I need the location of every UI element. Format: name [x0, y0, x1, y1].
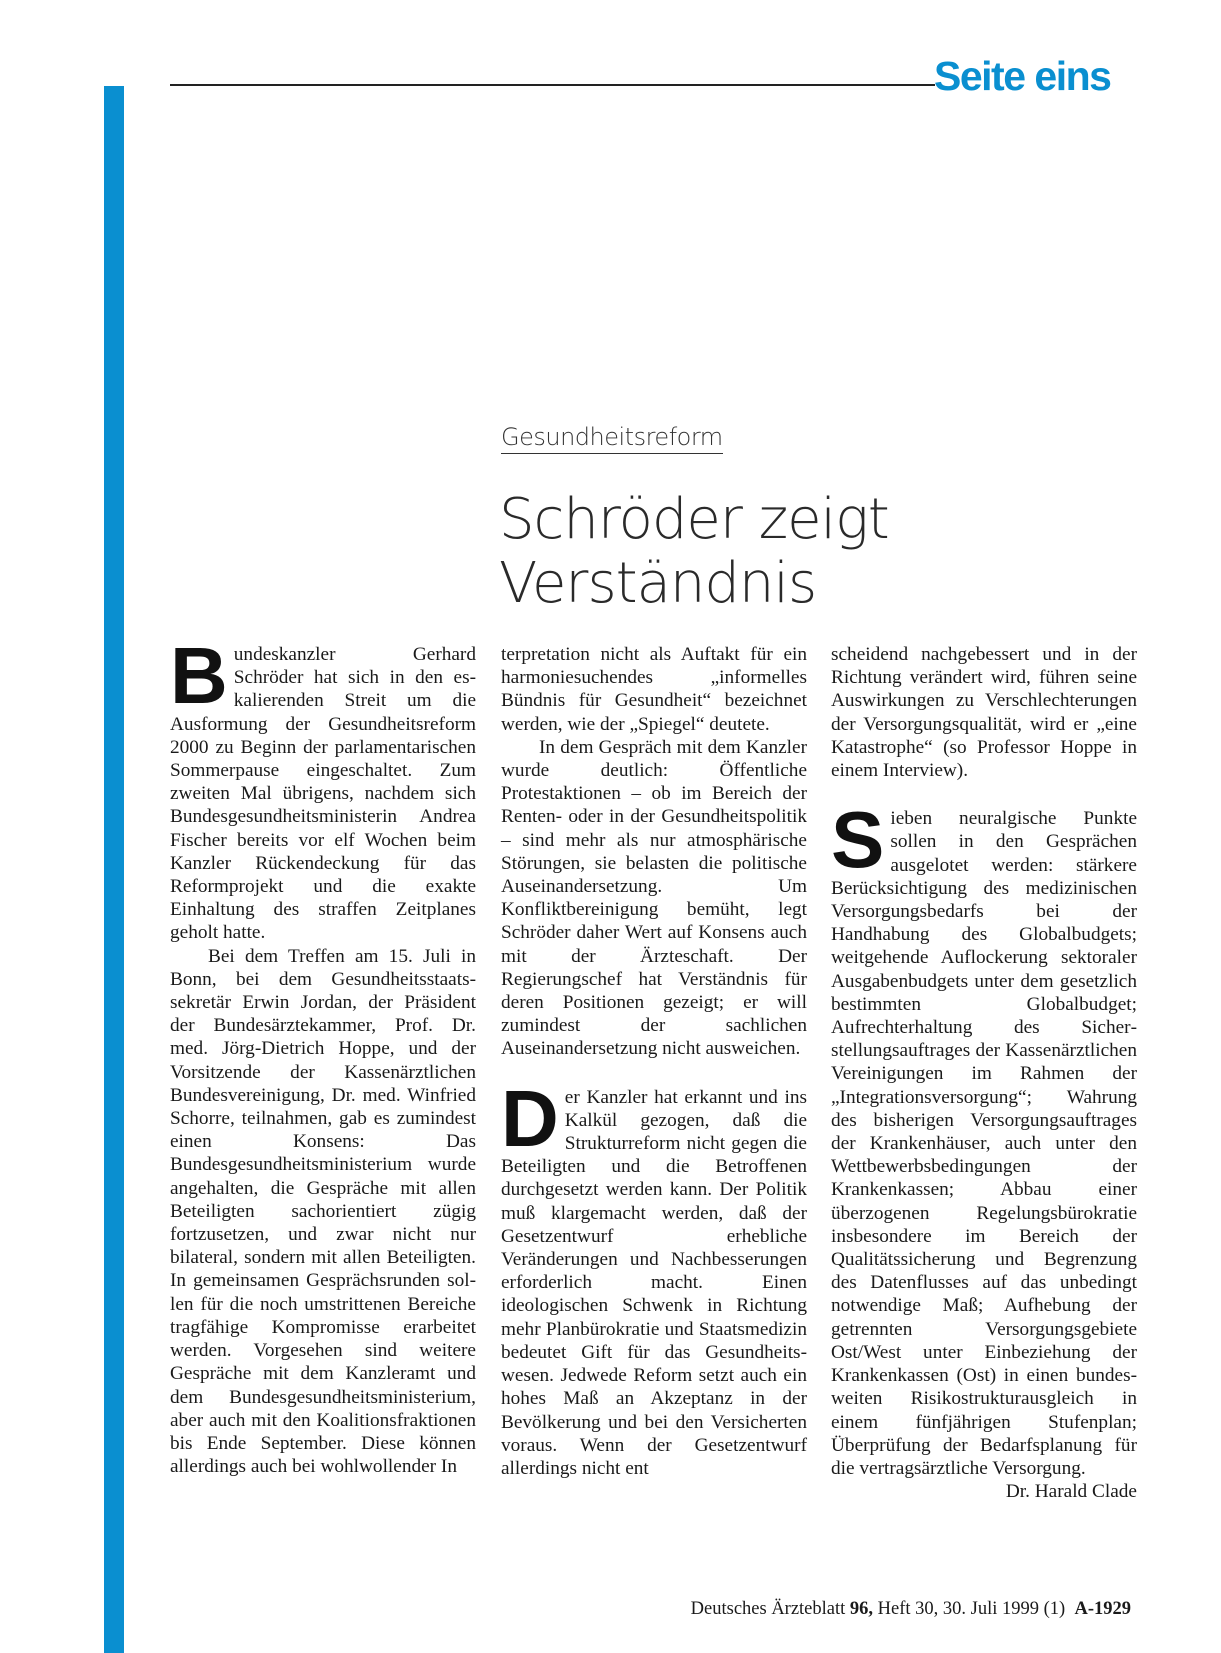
header-rule — [170, 84, 935, 86]
paragraph: In dem Gespräch mit dem Kanzler wurde deutlich: Öffentliche Protestaktionen – ob im Bereich der Renten- oder in der Gesundheitspolitik – sind mehr als nur atmosphärische Störungen, sie belasten die politische Auseinandersetzung. Um Konfliktbereinigung bemüht, legt Schröder daher Wert auf Konsens auch mit der Ärzteschaft. Der Regierungschef hat Verständnis für deren Positionen gezeigt; er will zumindest der sachlichen Auseinandersetzung nicht ausweichen. — [501, 736, 807, 1060]
paragraph: Bei dem Treffen am 15. Juli in Bonn, bei dem Gesundheitsstaatssekretär Erwin Jordan, der Präsident der Bundesärztekammer, Prof. Dr. med. Jörg-Dietrich Hoppe, und der Vorsitzende der Kassenärztlichen Bundesvereinigung, Dr. med. Winfried Schorre, teilnahmen, gab es zumindest einen Konsens: Das Bundesgesundheitsministerium wurde angehalten, die Gespräche mit allen Beteiligten sachorientiert zügig fortzusetzen, und zwar nicht nur bilateral, sondern mit allen Beteiligten. In gemeinsamen Gesprächsrunden sollen für die noch umstrittenen Bereiche tragfähige Kompromisse erarbeitet werden. Vorgesehen sind weitere Gespräche mit dem Kanzleramt und dem Bundesgesundheitsministerium, aber auch mit den Koalitionsfraktionen bis Ende September. Diese können allerdings auch bei wohlwollender In — [170, 945, 476, 1478]
paragraph-text: undeskanzler Gerhard Schröder hat sich in den eskalierenden Streit um die Ausformung der Gesundheitsreform 2000 zu Beginn der parlamentarischen Sommerpause eingeschaltet. Zum zweiten Mal übrigens, nachdem sich Bundesgesundheitsministerin Andrea Fischer bereits vor elf Wochen beim Kanzler Rückendeckung für das Reformprojekt und die exakte Einhaltung des straffen Zeitplanes geholt hatte. — [170, 644, 476, 944]
article-column-2 — [501, 643, 807, 1480]
paragraph-text: er Kanzler hat erkannt und ins Kalkül gezogen, daß die Strukturreform nicht gegen die Beteiligten und die Betroffenen durchgesetzt werden kann. Der Politik muß klargemacht werden, daß der Gesetzentwurf erhebliche Veränderungen und Nachbesserungen erforderlich macht. Einen ideologischen Schwenk in Richtung mehr Planbürokratie und Staatsmedizin bedeutet Gift für das Gesundheitswesen. Jedwede Reform setzt auch ein hohes Maß an Akzeptanz in der Bevölkerung und bei den Versicherten voraus. Wenn der Gesetzentwurf allerdings nicht ent — [501, 1086, 807, 1479]
accent-bar — [104, 86, 124, 1653]
page-number: A-1929 — [1074, 1599, 1131, 1619]
journal-volume: 96, — [849, 1599, 874, 1619]
article-kicker: Gesundheitsreform — [501, 424, 723, 454]
drop-cap: D — [501, 1073, 559, 1163]
headline-line-2: Verständnis — [499, 551, 817, 616]
author-signature: Dr. Harald Clade — [1005, 1481, 1137, 1503]
paragraph — [831, 795, 1137, 1480]
paragraph: scheidend nachgebessert und in der Richtung verändert wird, führen seine Auswirkungen zu Verschlechterungen der Versorgungsqualität, wird er „eine Katastrophe“ (so Professor Hoppe in einem Interview). — [831, 644, 1137, 782]
article-column-3 — [831, 643, 1137, 1503]
page-footer — [649, 1599, 1131, 1620]
paragraph-text: ieben neuralgische Punkte sollen in den Gesprächen ausgelotet werden: stärkere Berücksichtigung des medizinischen Versorgungsbedarfs bei der Handhabung des Globalbudgets; weitgehende Auflockerung sektoraler Ausgabenbudgets unter dem gesetzlich bestimmten Globalbudget; Aufrechterhaltung des Sicherstellungsauftrages der Kassenärztlichen Vereinigungen im Rahmen der „Integrationsversorgung“; Wahrung des bisherigen Versorgungsauftrages der Krankenhäuser, auch unter den Wettbewerbsbedingungen der Krankenkassen; Abbau einer überzogenen Regelungsbürokratie insbesondere im Bereich der Qualitätssicherung und Begrenzung des Datenflusses auf das unbedingt notwendige Maß; Aufhebung der getrennten Versorgungsgebiete Ost/West unter Einbeziehung der Krankenkassen (Ost) in einen bundesweiten Risikostrukturausgleich in einem fünfjährigen Stufenplan; Überprüfung der Bedarfsplanung für die vertragsärztliche Versorgung. — [831, 808, 1137, 1479]
section-title: Seite eins — [934, 53, 1111, 99]
journal-name: Deutsches Ärzteblatt — [690, 1599, 846, 1619]
headline-line-1: Schröder zeigt — [499, 487, 889, 552]
issue-date: Heft 30, 30. Juli 1999 (1) — [877, 1599, 1066, 1619]
paragraph — [170, 631, 476, 945]
drop-cap: B — [170, 631, 228, 720]
paragraph: terpretation nicht als Auftakt für ein harmoniesuchendes „informelles Bündnis für Gesundheit“ bezeichnet werden, wie der „Spiegel“ deutete. — [501, 644, 807, 735]
paragraph — [501, 1073, 807, 1480]
article-headline — [499, 488, 1099, 616]
article-column-1 — [170, 631, 476, 1478]
drop-cap: S — [831, 795, 885, 885]
